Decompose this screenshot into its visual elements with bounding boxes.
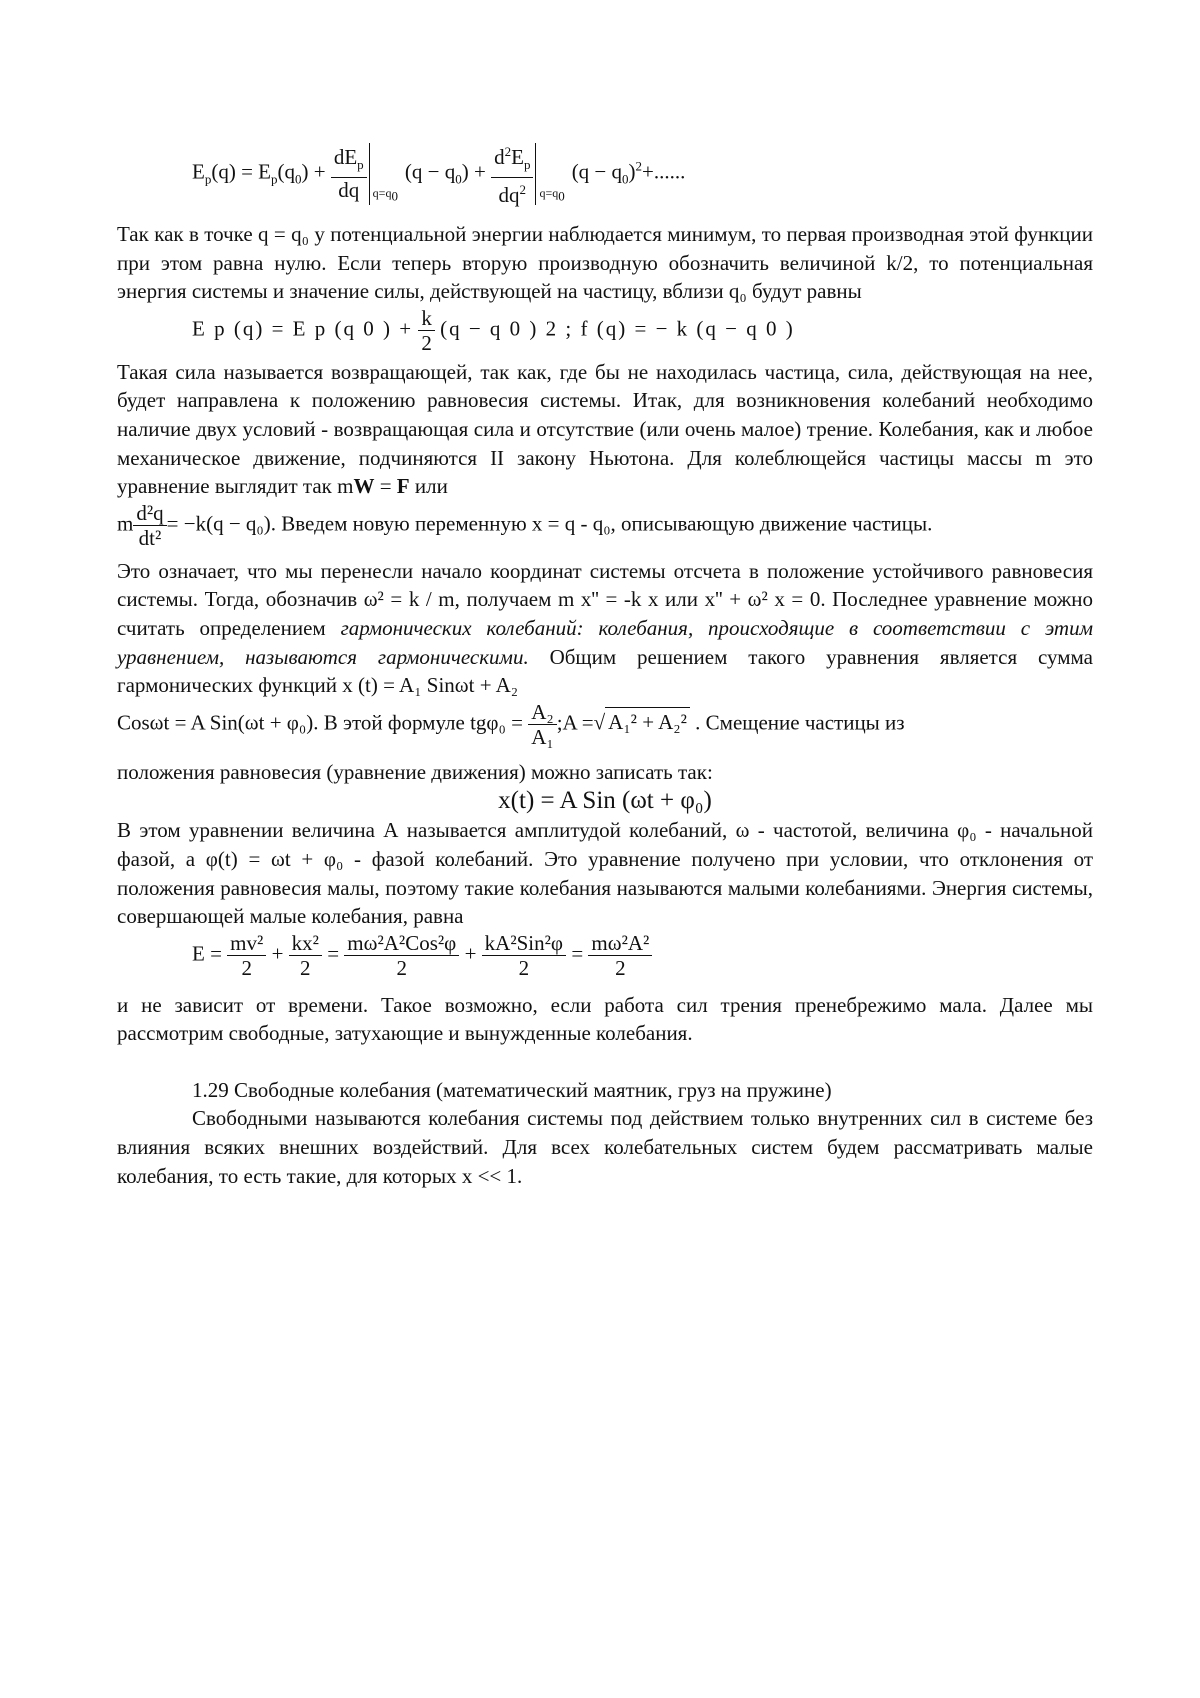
second-derivative-fraction: $\frac{d^2E_p}{dq^2}$ [491,140,533,207]
paragraph: Свободными называются колебания системы под действием только внутренних сил в системе без влияния всяких внешних воздействий. Для всех колебательных систем будем рассматривать малые колебания, то есть такие, для которых x << 1. [117,1106,1093,1188]
paragraph: Это означает, что мы перенесли начало координат системы отсчета в положение устойчивого равновесия системы. Тогда, обозначив ω² = k / m, получаем m x'' = -k x или x'' + ω² x = 0. Последнее уравнение можно считать определением гармонических колебаний: колебания, происходящие в соответствии с этим уравнением, называются гармоническими. Общим решением такого уравнения является сумма гармонических функций x (t) = A₁ Sinωt + A₂ [117,558,1093,698]
potential-energy-equation: E p (q) = E p (q 0 ) + $\frac{k}{2}$ (q − q 0 ) 2 ; f (q) = − k (q − q 0 ) [192,305,795,355]
evaluation-bar: $q=q_0$ [535,143,566,205]
newton-equation: m $\frac{\text{d²q}}{\text{dt²}}$ = −k(q − q₀). Введем новую переменную x = q - q₀, описывающую движение частицы. [117,500,933,550]
phase-amplitude-line: Cosωt = A Sin(ωt + φ₀). В этой формуле tgφ₀ = $\frac{\text{A₂}}{\text{A₁}}$ ;A =√ A₁² + A₂² . Смещение частицы из [117,699,905,749]
document-page [117,140,1093,1190]
equation-of-motion: x(t) = A Sin (ωt + φ₀) [498,787,712,815]
paragraph: Такая сила называется возвращающей, так как, где бы не находилась частица, сила, действующая на нее, будет направлена к положению равновесия системы. Итак, для возникновения колебаний необходимо наличие двух условий - возвращающая сила и отсутствие (или очень малое) трение. Колебания, как и любое механическое движение, подчиняются II закону Ньютона. Для колеблющейся частицы массы m это уравнение выглядит так mW = F или [117,359,1093,499]
paragraph: положения равновесия (уравнение движения) можно записать так: [117,759,713,784]
paragraph: и не зависит от времени. Такое возможно, если работа сил трения пренебрежимо мала. Далее мы рассмотрим свободные, затухающие и вынужденные колебания. [117,992,1093,1046]
first-derivative-fraction: $\frac{dE_p}{dq}$ [331,145,367,202]
evaluation-bar: $q=q_0$ [369,143,400,205]
taylor-expansion-equation: $E_p(q) = E_p(q_0)$ + $\frac{dE_p}{dq}$ $q=q_0$ $(q - q_0)$ + $\frac{d^2E_p}{dq^2}$ $q=q_0$ $(q - q_0)^2+$...... [192,140,1093,220]
energy-equation: E = $\frac{\text{mv²}}{2}$ + $\frac{\text{kx²}}{2}$ = $\frac{\text{mω²A²Cos²φ}}{2}$ + $\frac{\text{kA²Sin²φ}}{2}$ = $\frac{\text{mω²A²}}{2}$ [192,931,1093,991]
section-heading: 1.29 Свободные колебания (математический маятник, груз на пружине) [192,1077,832,1102]
paragraph: В этом уравнении величина А называется амплитудой колебаний, ω - частотой, величина φ₀ - начальной фазой, а φ(t) = ωt + φ₀ - фазой колебаний. Это уравнение получено при условии, что отклонения от положения равновесия малы, поэтому такие колебания называются малыми колебаниями. Энергия системы, совершающей малые колебания, равна [117,818,1093,929]
paragraph: Так как в точке q = q₀ у потенциальной энергии наблюдается минимум, то первая производная этой функции при этом равна нулю. Если теперь вторую производную обозначить величиной k/2, то потенциальная энергия системы и значение силы, действующей на частицу, вблизи q₀ будут равны [117,222,1093,304]
